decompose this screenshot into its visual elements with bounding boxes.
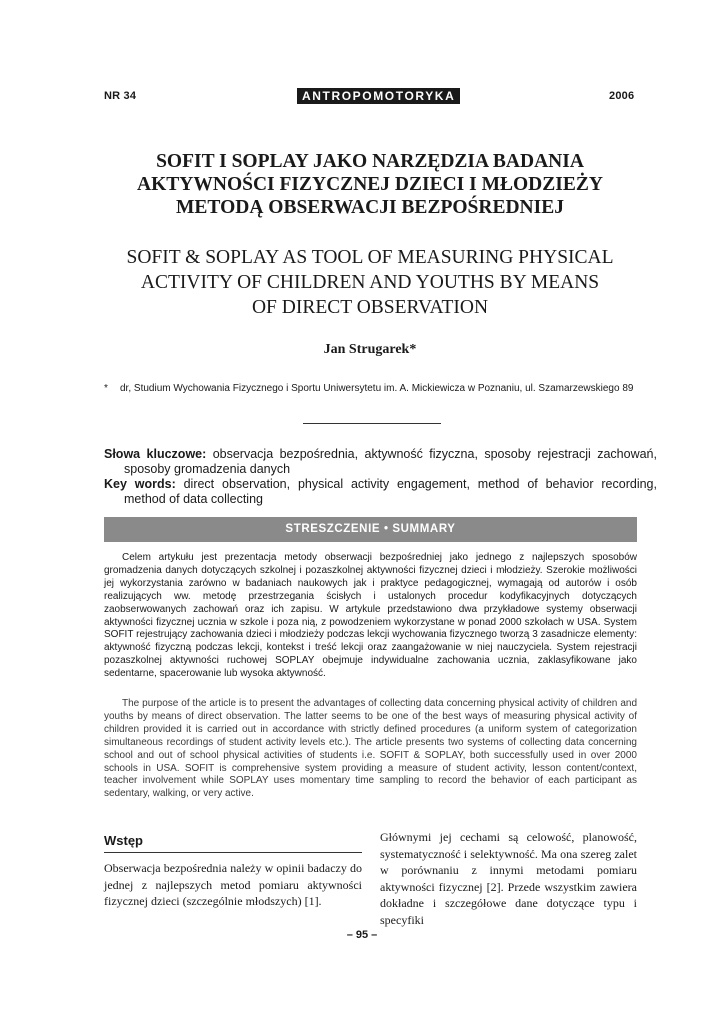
keywords-english — [104, 477, 657, 506]
title-english-line: ACTIVITY OF CHILDREN AND YOUTHS BY MEANS — [140, 272, 600, 293]
summary-banner: STRESZCZENIE • SUMMARY — [104, 517, 637, 542]
keywords-english-label: Key words: — [104, 477, 176, 491]
abstract-english: The purpose of the article is to present the advantages of collecting data concerning physical activity of children and youths by means of direct observation. The latter seems to be one of the best ways of measuring physical activity of children provided it is carried out in accordance with strictly defined procedures (a uniform system of categorization simultaneous recordings of student activity levels etc.). The article presents two systems of collecting data concerning school and out of school physical activities of students i.e. SOFIT & SOPLAY, both successfully used in over 2000 schools in USA. SOFIT is comprehensive system providing a measure of student activity, lesson content/context, teacher involvement while SOPLAY uses momentary time sampling to record the behavior of each participant as sedentary, walking, or very active. — [104, 698, 637, 800]
journal-name: ANTROPOMOTORYKA — [297, 88, 460, 104]
title-polish-line: AKTYWNOŚCI FIZYCZNEJ DZIECI I MŁODZIEŻY — [137, 174, 603, 195]
keywords-polish — [104, 447, 657, 476]
keywords-polish-text: observacja bezpośrednia, aktywność fizyczna, sposoby rejestracji zachowań, sposoby gromadzenia danych — [124, 447, 657, 476]
intro-paragraph-right: Głównymi jej cechami są celowość, planowość, systematyczność i selektywność. Ma ona szereg zalet w porównaniu z innymi metodami pomiaru aktywności fizycznej [2]. Przede wszystkim zawiera dokładne i szczegółowe dane dotyczące typu i specyfiki — [380, 830, 637, 927]
title-english-line: SOFIT & SOPLAY AS TOOL OF MEASURING PHYSICAL — [126, 247, 614, 268]
title-english — [70, 245, 670, 320]
intro-paragraph-left: Obserwacja bezpośrednia należy w opinii badaczy do jednej z najlepszych metod pomiaru aktywności fizycznej dzieci (szczególnie młodszych) [1]. — [104, 861, 362, 908]
affiliation-text: dr, Studium Wychowania Fizycznego i Sportu Uniwersytetu im. A. Mickiewicza w Poznaniu, ul. Szamarzewskiego 89 — [120, 383, 634, 394]
affiliation-divider — [303, 423, 441, 424]
keywords-english-text: direct observation, physical activity engagement, method of behavior recording, method of data collecting — [124, 477, 657, 506]
issue-number: NR 34 — [104, 90, 137, 102]
page-number: – 95 – — [346, 929, 378, 941]
title-english-line: OF DIRECT OBSERVATION — [251, 297, 489, 318]
author-name: Jan Strugarek* — [323, 342, 417, 357]
affiliation-marker: * — [104, 383, 108, 394]
title-polish-line: METODĄ OBSERWACJI BEZPOŚREDNIEJ — [176, 197, 564, 218]
abstract-polish: Celem artykułu jest prezentacja metody obserwacji bezpośredniej jako jednego z najlepszych sposobów gromadzenia danych dotyczących szkolnej i pozaszkolnej aktywności fizycznej dzieci i młodzieży. Szerokie możliwości jej wykorzystania zarówno w badaniach naukowych jak i praktyce pedagogicznej, wymagają od autorów i osób realizujących ww. metodę przestrzegania ścisłych i ustalonych procedur kodyfikacyjnych dotyczących zaobserwowanych zachowań oraz ich zapisu. W artykule przedstawiono dwa przykładowe systemy obserwacji aktywności fizycznej ucznia w szkole i poza nią, z powodzeniem wykorzystane w ponad 2000 szkołach w USA. System SOFIT rejestrujący zachowania dzieci i młodzieży podczas lekcji wychowania fizycznego tworzą 3 zasadnicze elementy: aktywność fizyczną podczas lekcji, kontekst i treść lekcji oraz zaangażowanie w niej nauczyciela. System rejestracji pozaszkolnej aktywności ruchowej SOPLAY obejmuje indywidualne zachowania ucznia, zaklasyfikowane jako sedentarne, spacerowanie lub wysoka aktywność. — [104, 552, 637, 680]
section-heading-rule — [104, 852, 362, 853]
section-heading: Wstęp — [104, 833, 143, 848]
keywords-polish-label: Słowa kluczowe: — [104, 447, 207, 461]
title-polish-line: SOFIT I SOPLAY JAKO NARZĘDZIA BADANIA — [156, 151, 584, 172]
title-polish — [80, 150, 660, 219]
publication-year: 2006 — [609, 90, 635, 102]
